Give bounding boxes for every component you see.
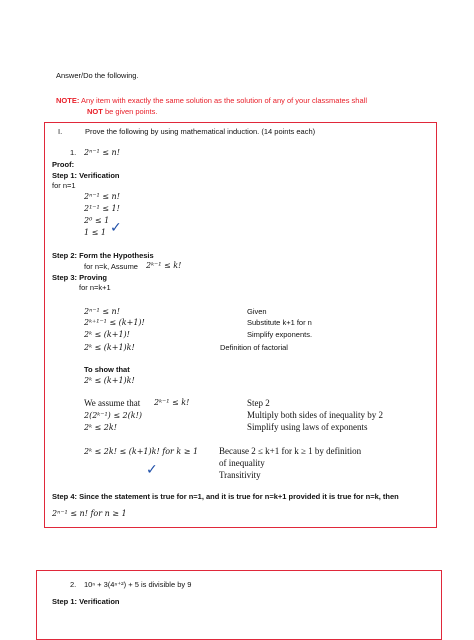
assume-line: We assume that [84, 398, 141, 408]
simplify-expr: 2ᵏ ≤ 2k! [84, 423, 117, 432]
step1-line-1: 2ⁿ⁻¹ ≤ n! [84, 192, 120, 201]
final-reason-1: Because 2 ≤ k+1 for k ≥ 1 by definition [219, 446, 362, 456]
problem-1-statement: 2ⁿ⁻¹ ≤ n! [84, 148, 120, 157]
note-text-2: be given points. [104, 107, 158, 116]
instruction-text: Answer/Do the following. [56, 71, 139, 80]
step2-for-n: for n=k, Assume [84, 262, 138, 271]
proof-label: Proof: [52, 160, 75, 169]
step3-row-3-expr: 2ᵏ ≤ (k+1)! [84, 330, 130, 339]
note-line-2 [87, 107, 157, 116]
step3-row-2-reason: Substitute k+1 for n [247, 318, 312, 327]
section-title: Prove the following by using mathematical induction. (14 points each) [85, 127, 316, 136]
note-not: NOT [87, 107, 103, 116]
multiply-expr: 2(2ᵏ⁻¹) ≤ 2(k!) [84, 411, 142, 420]
problem-1-number: 1. [70, 148, 77, 157]
step3-row-3-reason: Simplify exponents. [247, 330, 313, 339]
step3-row-4-reason: Definition of factorial [220, 343, 288, 352]
note-label: NOTE: [56, 96, 80, 105]
step3-row-2-expr: 2ᵏ⁺¹⁻¹ ≤ (k+1)! [84, 318, 145, 327]
simplify-reason: Simplify using laws of exponents [247, 422, 368, 432]
step4-conclusion: 2ⁿ⁻¹ ≤ n! for n ≥ 1 [52, 509, 127, 518]
multiply-reason: Multiply both sides of inequality by 2 [247, 410, 383, 420]
to-show-label: To show that [84, 365, 130, 374]
step4-title: Step 4: Since the statement is true for n=1, and it is true for n=k+1 provided it is true for n=k, then [52, 492, 399, 501]
problem-2-statement: 10ⁿ + 3(4ⁿ⁺²) + 5 is divisible by 9 [84, 580, 192, 589]
section-roman: I. [58, 127, 63, 136]
step2-title: Step 2: Form the Hypothesis [52, 251, 154, 260]
note-line-1 [56, 96, 367, 105]
step3-for-n: for n=k+1 [79, 283, 111, 292]
checkmark-icon: ✓ [110, 220, 122, 236]
final-reason-2: of inequality [219, 458, 265, 468]
step1-line-3: 2⁰ ≤ 1 [84, 216, 110, 225]
step1-line-2: 2¹⁻¹ ≤ 1! [84, 204, 120, 213]
step3-row-1-expr: 2ⁿ⁻¹ ≤ n! [84, 307, 120, 316]
checkmark-icon-2: ✓ [146, 462, 158, 478]
problem-2-number: 2. [70, 580, 77, 589]
step1-title: Step 1: Verification [52, 171, 120, 180]
step1-for-n: for n=1 [52, 181, 76, 190]
final-expr: 2ᵏ ≤ 2k! ≤ (k+1)k! for k ≥ 1 [84, 447, 199, 456]
step-2-reference: Step 2 [247, 398, 270, 408]
note-text-1: Any item with exactly the same solution as the solution of any of your classmates shall [81, 96, 367, 105]
to-show-target: 2ᵏ ≤ (k+1)k! [84, 376, 135, 385]
step3-title: Step 3: Proving [52, 273, 108, 282]
step3-row-1-reason: Given [247, 307, 267, 316]
final-reason-3: Transitivity [219, 470, 261, 480]
assume-expr: 2ᵏ⁻¹ ≤ k! [154, 398, 190, 407]
step3-row-4-expr: 2ᵏ ≤ (k+1)k! [84, 343, 135, 352]
step1-line-4: 1 ≤ 1 [84, 228, 106, 237]
problem-2-step1-title: Step 1: Verification [52, 597, 120, 606]
step2-assume: 2ᵏ⁻¹ ≤ k! [146, 261, 182, 270]
